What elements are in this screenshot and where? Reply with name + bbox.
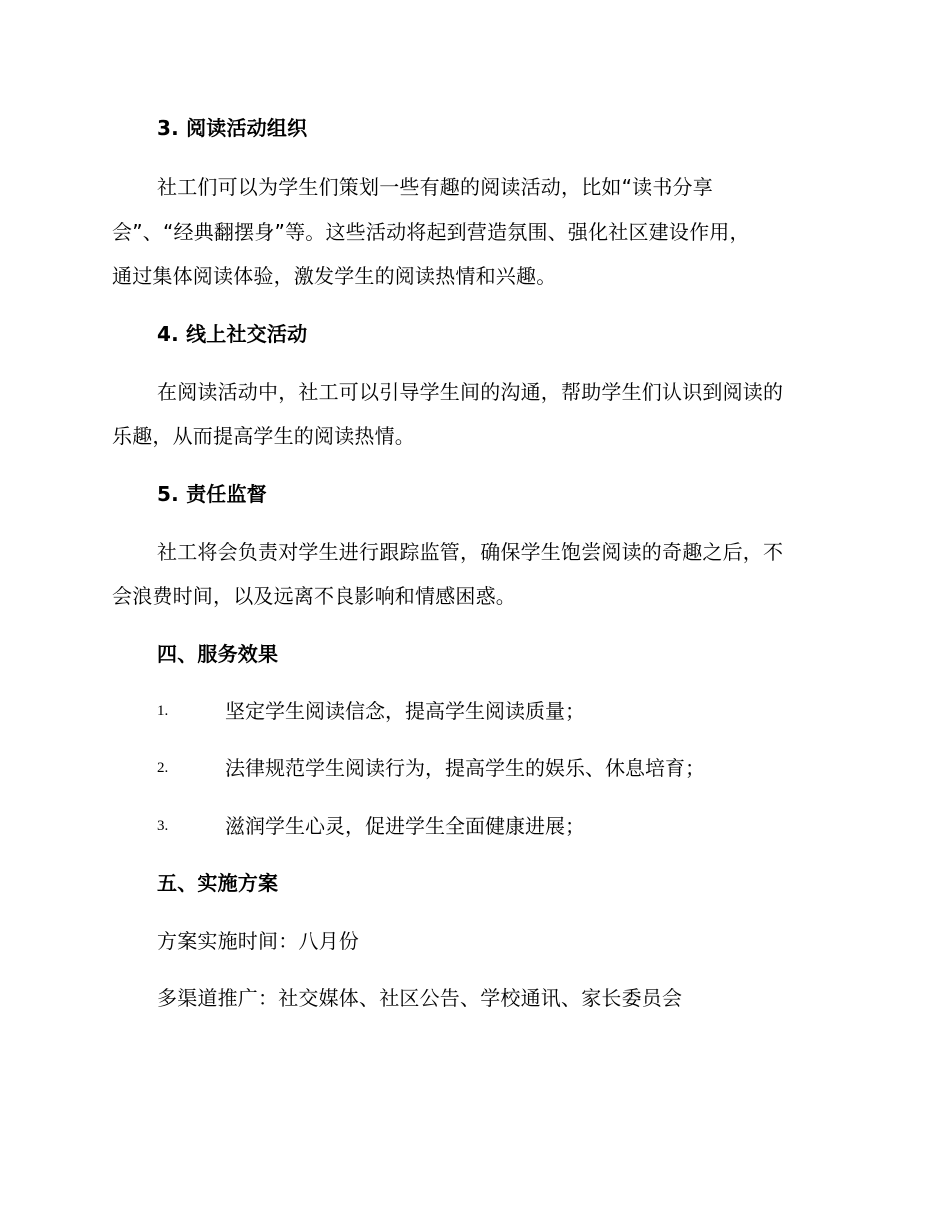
list-number: 1.	[157, 703, 169, 719]
plan-promotion-line: 多渠道推广：社交媒体、社区公告、学校通讯、家长委员会	[157, 986, 683, 1010]
section-heading-implementation-plan: 五、实施方案	[157, 871, 279, 895]
paragraph-line: 社工将会负责对学生进行跟踪监管，确保学生饱尝阅读的奇趣之后，不	[157, 540, 784, 564]
paragraph-line: 会浪费时间，以及远离不良影响和情感困惑。	[112, 584, 516, 608]
list-number: 2.	[157, 760, 169, 776]
section-heading-service-effects: 四、服务效果	[157, 642, 279, 666]
section-heading-reading-activities: 3. 阅读活动组织	[157, 116, 308, 140]
paragraph-line: 在阅读活动中，社工可以引导学生间的沟通，帮助学生们认识到阅读的	[157, 380, 784, 404]
paragraph-line: 社工们可以为学生们策划一些有趣的阅读活动，比如“读书分享	[157, 175, 713, 199]
list-text: 滋润学生心灵，促进学生全面健康进展；	[225, 814, 585, 838]
plan-time-line: 方案实施时间：八月份	[157, 929, 359, 953]
list-text: 法律规范学生阅读行为，提高学生的娱乐、休息培育；	[225, 756, 705, 780]
section-heading-online-social: 4. 线上社交活动	[157, 322, 308, 346]
paragraph-line: 通过集体阅读体验，激发学生的阅读热情和兴趣。	[112, 264, 557, 288]
paragraph-line: 乐趣，从而提高学生的阅读热情。	[112, 424, 415, 448]
section-heading-supervision: 5. 责任监督	[157, 482, 267, 506]
list-number: 3.	[157, 818, 169, 834]
list-text: 坚定学生阅读信念，提高学生阅读质量；	[225, 699, 585, 723]
paragraph-line: 会”、“经典翻摆身”等。这些活动将起到营造氛围、强化社区建设作用，	[112, 220, 750, 244]
